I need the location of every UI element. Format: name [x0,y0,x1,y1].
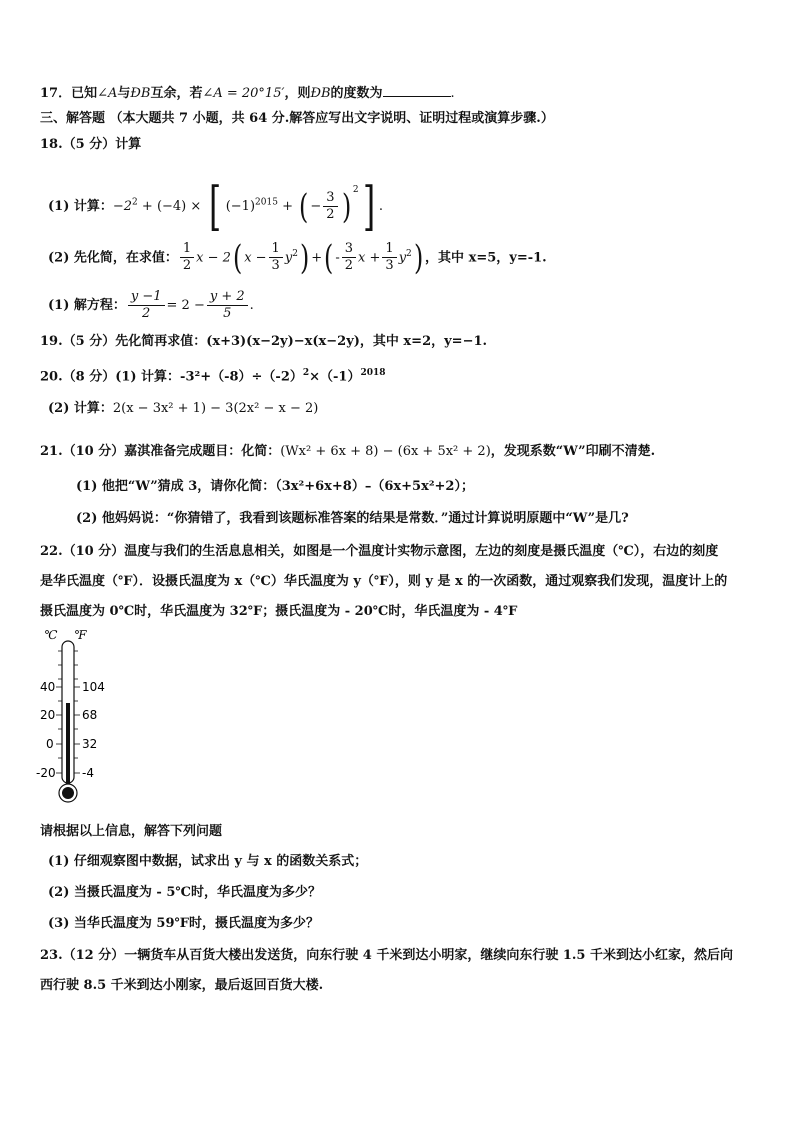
left-paren: ( [324,237,334,278]
q20-line1-a: 20.（8 分）(1) 计算：-3²+（-8）÷（-2） [40,369,303,385]
q20-line2 [48,400,318,418]
q18-p2-t5: - [335,250,340,266]
c-label-0: 0 [46,737,54,751]
numerator: 3 [342,241,356,258]
thermometer-figure [36,627,136,807]
q18-p2-frac1 [180,241,194,274]
q21-line1-a: 21.（10 分）嘉淇准备完成题目：化简： [40,444,281,459]
q22-line3: 摄氏温度为 0℃时，华氏温度为 32℉；摄氏温度为 - 20℃时，华氏温度为 - 4℉ [40,604,518,619]
q18-part2 [48,232,547,276]
q18-p2-t7: y [398,250,407,266]
q20-line2-label: (2) 计算： [48,401,113,416]
celsius-unit: ℃ [44,628,58,642]
q20-line2-expr: 2(x − 3x² + 1) − 3(2x² − x − 2) [112,401,319,416]
q22-line1: 22.（10 分）温度与我们的生活息息相关，如图是一个温度计实物示意图，左边的刻度是摄氏温度（℃），右边的刻度 [40,544,719,559]
q18-p1-frac-sign: − [310,199,322,214]
q22-part3: (3) 当华氏温度为 59℉时，摄氏温度为多少？ [48,916,319,931]
q18-p1-b: + (−4) × [141,199,202,214]
right-bracket: ] [362,176,375,237]
fahrenheit-scale [82,680,105,780]
q17-angle-a: ∠A [97,86,118,101]
q17-eq: ∠A = 20°15′ [202,86,285,101]
q18-heading: 18.（5 分）计算 [40,137,142,152]
q18-p2-exp2: 2 [406,249,412,259]
f-label-32: 32 [82,737,98,751]
q21-line1 [40,443,655,461]
right-paren: ) [413,237,424,278]
q18-p3-mid: = 2 − [166,298,205,313]
q18-p1-exp2: 2 [352,185,359,195]
q22-part1: (1) 仔细观察图中数据，试求出 y 与 x 的函数关系式； [48,854,368,869]
q23-line1: 23.（12 分）一辆货车从百货大楼出发送货，向东行驶 4 千米到达小明家，继续向东行驶 1.5 千米到达小红家，然后向 [40,948,733,963]
q17-answer-blank [383,84,451,97]
q22-line2: 是华氏温度（℉）．设摄氏温度为 x（℃）华氏温度为 y（℉），则 y 是 x 的一次函数，通过观察我们发现，温度计上的 [40,574,728,589]
q20-exp2: 2018 [360,368,386,378]
numerator: 1 [382,241,396,258]
q18-p1-end: . [378,199,384,214]
mercury-column [66,703,70,785]
q18-p2-exp: 2 [292,249,298,259]
q18-p2-t3: y [284,250,293,266]
q17-angle-b: ÐB [130,86,151,101]
q17-angle-b2: ÐB [310,86,331,101]
c-label-neg20: -20 [36,766,56,780]
q20-line1-b: ×（-1） [309,369,361,385]
denominator: 2 [182,258,192,274]
q20-exp1: 2 [302,368,310,378]
denominator: 5 [223,306,232,321]
numerator: y −1 [128,289,165,306]
f-label-neg4: -4 [82,766,94,780]
fahrenheit-unit: ℉ [74,628,87,642]
q22-part2: (2) 当摄氏温度为 - 5℃时，华氏温度为多少？ [48,885,321,900]
q18-p1-a: −2 [112,199,133,214]
denominator: 2 [142,306,151,321]
numerator: 1 [180,241,194,258]
q18-p2-frac2 [269,241,283,274]
q18-p2-frac3 [342,241,356,274]
q22-after-figure: 请根据以上信息，解答下列问题 [40,824,223,839]
q18-p1-a-exp: 2 [132,197,138,208]
q18-p1-d: + [282,199,293,214]
right-paren: ) [299,237,310,278]
celsius-scale [36,680,56,780]
q18-p2-frac4 [382,241,396,274]
q17-text-e: 的度数为 [330,86,383,101]
left-paren: ( [232,237,243,278]
q21-line1-b: ，发现系数“W”印刷不清楚. [490,444,656,459]
q18-p2-label: (2) 先化简，在求值： [48,250,178,266]
right-paren: ) [341,186,351,227]
q18-p3-end: . [249,298,254,313]
q18-p2-t6: x + [358,250,381,266]
section-3-heading: 三、解答题 （本大题共 7 小题，共 64 分.解答应写出文字说明、证明过程或演算步骤.） [40,111,554,126]
q18-p1-label: (1) 计算： [48,199,113,214]
c-label-40: 40 [40,680,56,694]
q17-text-a: 17．已知 [40,86,98,101]
q18-p1-c-exp: 2015 [255,197,278,208]
denominator: 2 [344,258,354,274]
q17-text-b: 与 [117,86,131,101]
q18-part3 [48,286,254,326]
denominator: 2 [326,207,335,222]
q18-p2-tail: ，其中 x=5，y=-1. [425,250,547,266]
q18-p1-c: (−1) [225,199,256,214]
q21-line2: (1) 他把“W”猜成 3，请你化简：（3x²+6x+8）–（6x+5x²+2）； [76,479,474,494]
f-label-104: 104 [82,680,105,694]
thermometer-bulb [62,787,74,799]
q18-p3-frac1 [128,289,165,322]
q18-p2-t2: x − [244,250,267,266]
left-paren: ( [299,186,309,227]
q20-line1 [40,364,386,386]
q18-part1 [48,164,384,237]
numerator: 1 [269,241,283,258]
q17-text-c: 互余，若 [150,86,203,101]
denominator: 3 [271,258,280,274]
q18-p2-t4: + [311,250,323,266]
q17-text-d: ，则 [284,86,311,101]
q18-p3-frac2 [207,289,248,322]
thermometer-svg [36,627,136,807]
q17-end: . [450,86,455,101]
left-bracket: [ [209,176,222,237]
q17-line [40,84,455,103]
q19-line: 19.（5 分）先化简再求值：(x+3)(x−2y)−x(x−2y)，其中 x=2，y=−1. [40,334,488,349]
c-label-20: 20 [40,708,56,722]
f-label-68: 68 [82,708,98,722]
q21-line3: (2) 他妈妈说：“你猜错了，我看到该题标准答案的结果是常数．”通过计算说明原题中“W”是几? [76,511,629,526]
q18-p3-label: (1) 解方程： [48,298,126,313]
q18-p1-fraction [323,190,337,223]
q18-p2-t1: x − 2 [196,250,231,266]
numerator: 3 [323,190,337,207]
q21-line1-expr: (Wx² + 6x + 8) − (6x + 5x² + 2) [280,444,491,459]
numerator: y + 2 [207,289,248,306]
denominator: 3 [385,258,394,274]
q23-line2: 西行驶 8.5 千米到达小刚家，最后返回百货大楼. [40,978,324,993]
